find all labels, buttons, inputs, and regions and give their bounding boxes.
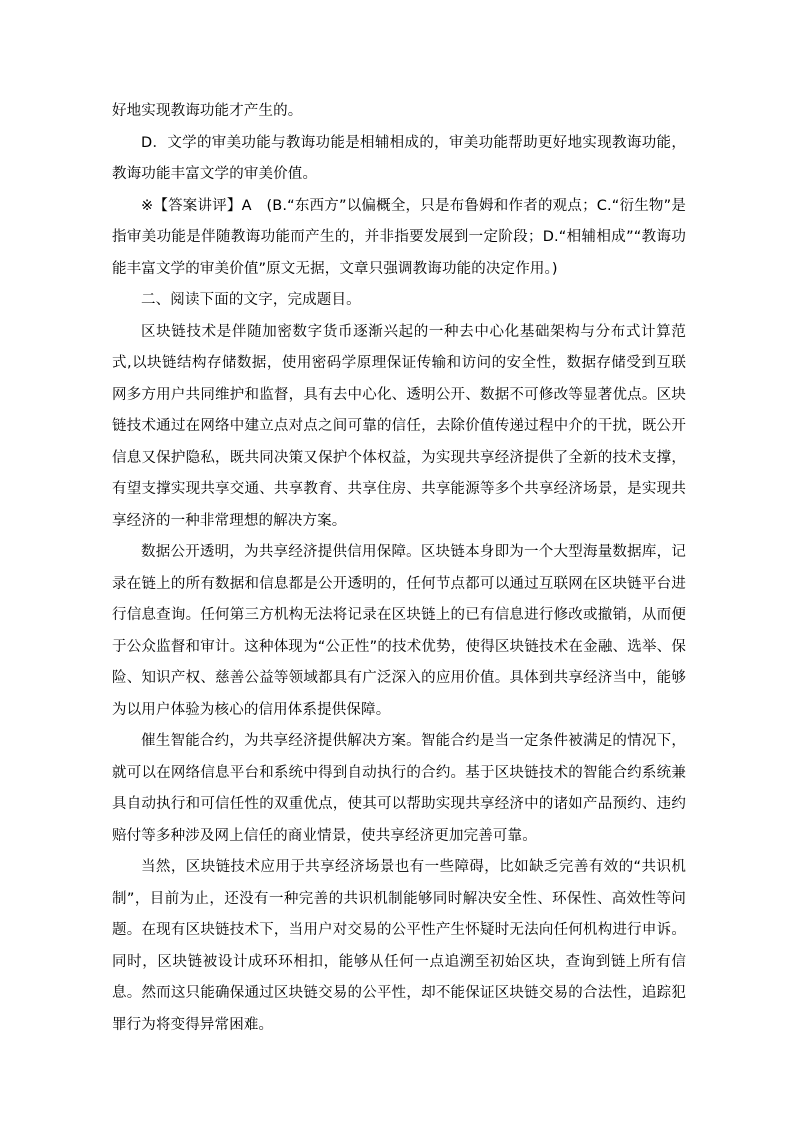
paragraph-transparency: 数据公开透明，为共享经济提供信用保障。区块链本身即为一个大型海量数据库，记录在链上的所有数据和信息都是公开透明的，任何节点都可以通过互联网在区块链平台进行信息查询。任何第三方机构无法将记录在区块链上的已有信息进行修改或撤销，从而便于公众监督和审计。这种体现为“公正性”的技术优势，使得区块链技术在金融、选举、保险、知识产权、慈善公益等领域都具有广泛深入的应用价值。具体到共享经济当中，能够为以用户体验为核心的信用体系提供保障。 [112,544,686,718]
paragraph-continuation: 好地实现教诲功能才产生的。 [112,103,303,119]
section-heading: 二、阅读下面的文字，完成题目。 [141,292,361,308]
paragraph-intro: 区块链技术是伴随加密数字货币逐渐兴起的一种去中心化基础架构与分布式计算范式,以块链结构存储数据，使用密码学原理保证传输和访问的安全性，数据存储受到互联网多方用户共同维护和监督，具有去中心化、透明公开、数据不可修改等显著优点。区块链技术通过在网络中建立点对点之间可靠的信任，去除价值传递过程中介的干扰，既公开信息又保护隐私，既共同决策又保护个体权益，为实现共享经济提供了全新的技术支撑，有望支撑实现共享交通、共享教育、共享住房、共享能源等多个共享经济场景，是实现共享经济的一种非常理想的解决方案。 [112,323,686,529]
answer-explanation: ※【答案讲评】A (B.“东西方”以偏概全，只是布鲁姆和作者的观点；C.“衍生物”是指审美功能是伴随教诲功能而产生的，并非指要发展到一定阶段；D.“相辅相成”“教诲功能丰富文学的审美价值”原文无据，文章只强调教诲功能的决定作用。) [112,197,686,277]
option-d: D．文学的审美功能与教诲功能是相辅相成的，审美功能帮助更好地实现教诲功能，教诲功能丰富文学的审美价值。 [112,134,686,182]
paragraph-smart-contract: 催生智能合约，为共享经济提供解决方案。智能合约是当一定条件被满足的情况下，就可以在网络信息平台和系统中得到自动执行的合约。基于区块链技术的智能合约系统兼具自动执行和可信任性的双重优点，使其可以帮助实现共享经济中的诸如产品预约、违约赔付等多种涉及网上信任的商业情景，使共享经济更加完善可靠。 [112,733,686,844]
paragraph-obstacles: 当然，区块链技术应用于共享经济场景也有一些障碍，比如缺乏完善有效的“共识机制”，目前为止，还没有一种完善的共识机制能够同时解决安全性、环保性、高效性等问题。在现有区块链技术下，当用户对交易的公平性产生怀疑时无法向任何机构进行申诉。同时，区块链被设计成环环相扣，能够从任何一点追溯至初始区块，查询到链上所有信息。然而这只能确保通过区块链交易的公平性，却不能保证区块链交易的合法性，追踪犯罪行为将变得异常困难。 [112,859,686,1033]
document-body [112,96,686,1041]
